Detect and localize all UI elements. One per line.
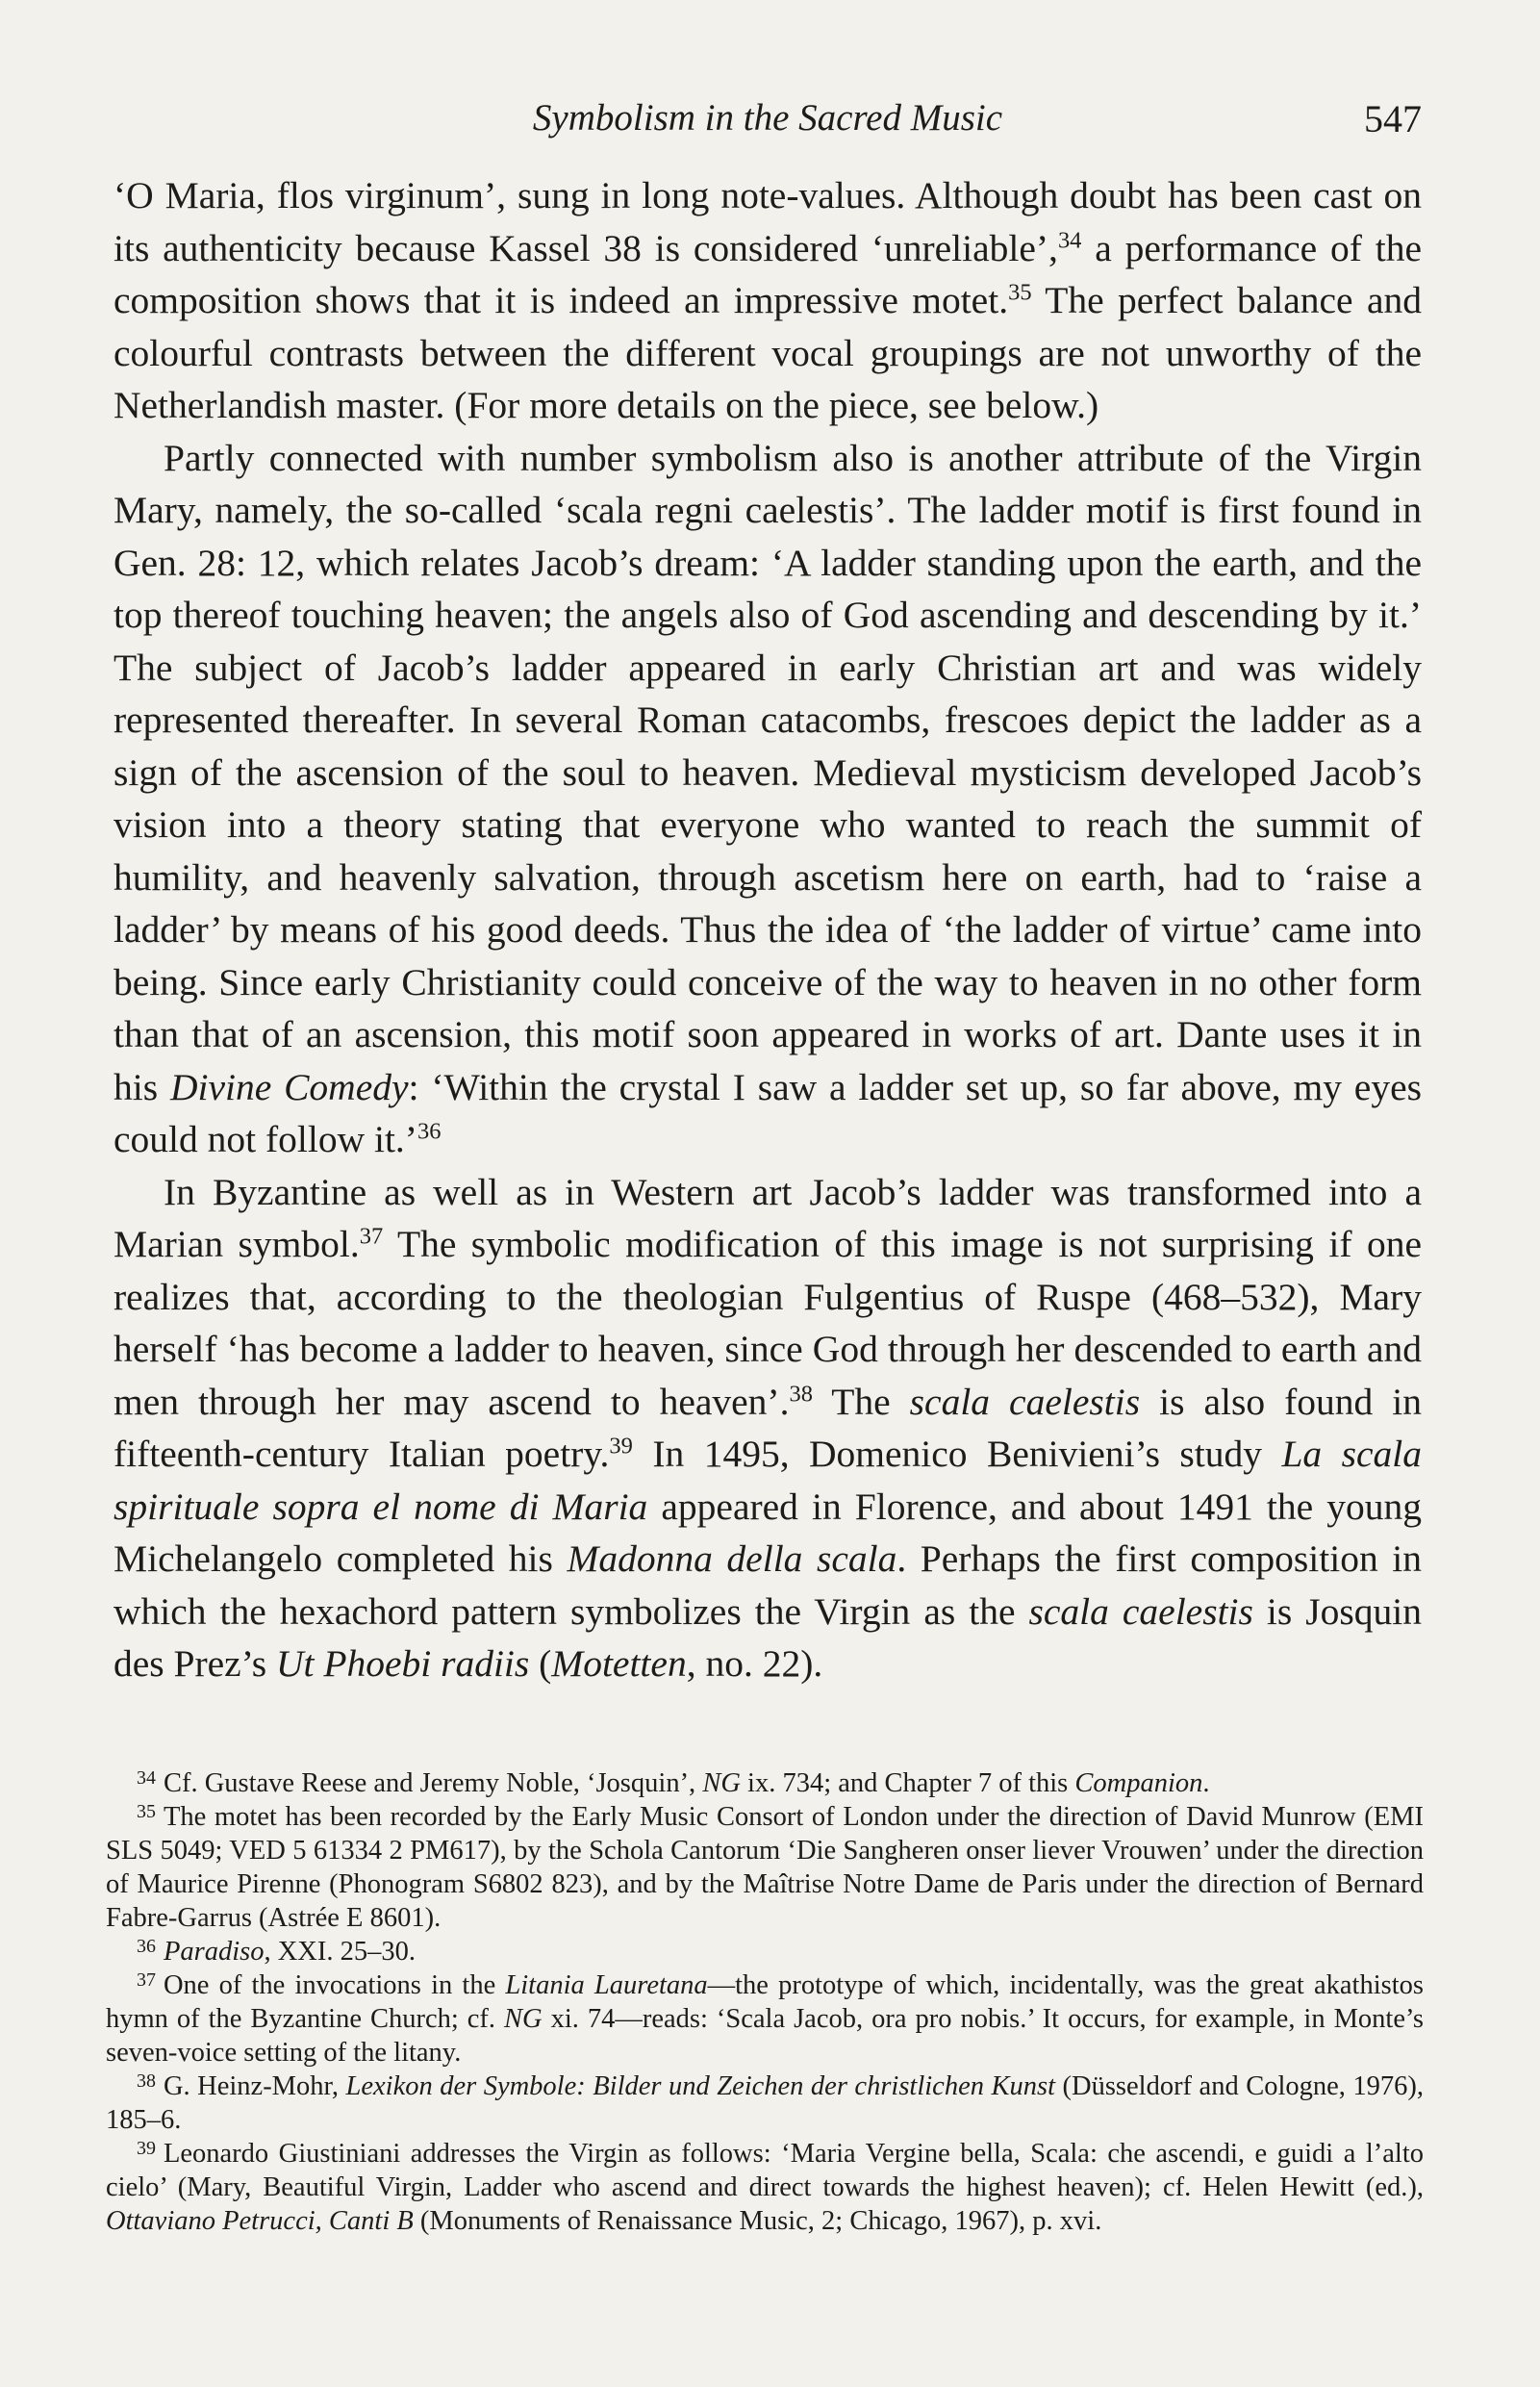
footnote-ref-35: 35 [1008, 279, 1032, 306]
italic-abbrev: NG [504, 2004, 543, 2034]
paragraph-3 [114, 1166, 1422, 1690]
paragraph-2 [114, 432, 1422, 1166]
text-run: is also found in fifteenth-century Italian poetry. [114, 1380, 1422, 1475]
footnote-number: 37 [137, 1969, 156, 1992]
text-run: The symbolic modification of this image is not surprising if one realizes that, according to the theologian Fulgentius of Ruspe (468–532), Mary herself ‘has become a ladder to heaven, since God through her descended to earth and men through her may ascend to heaven’. [114, 1223, 1422, 1423]
page-header [114, 96, 1422, 154]
paragraph-1 [114, 169, 1422, 432]
main-text [114, 169, 1422, 1690]
footnote-34 [106, 1766, 1424, 1800]
text-run: One of the invocations in the [163, 1970, 506, 2000]
italic-title: Divine Comedy [169, 1065, 409, 1108]
footnote-number: 35 [137, 1801, 156, 1823]
footnote-36 [106, 1935, 1424, 1968]
footnote-ref-34: 34 [1057, 227, 1082, 254]
footnote-37 [106, 1968, 1424, 2070]
text-run: : ‘Within the crystal I saw a ladder set up, so far above, my eyes could not follow it.’ [114, 1065, 1422, 1160]
footnote-39 [106, 2137, 1424, 2238]
italic-abbrev: NG [702, 1768, 741, 1798]
text-run: The [812, 1380, 910, 1423]
footnote-ref-36: 36 [417, 1118, 442, 1145]
text-run: G. Heinz-Mohr, [163, 2071, 346, 2101]
footnote-number: 39 [137, 2138, 156, 2160]
text-run: The perfect balance and colourful contrasts between the different vocal groupings are not unworthy of the Netherlandish master. (For more details on the piece, see below.) [114, 279, 1422, 426]
footnote-number: 36 [137, 1936, 156, 1958]
text-run: In Byzantine as well as in Western art Jacob’s ladder was transformed into a Marian symbol. [114, 1170, 1422, 1265]
italic-title: Madonna della scala [567, 1537, 897, 1580]
text-run: , XXI. 25–30. [264, 1937, 416, 1967]
text-run: , no. 22). [686, 1642, 823, 1685]
text-run: ix. 734; and Chapter 7 of this [740, 1768, 1075, 1798]
italic-title: Companion [1074, 1768, 1203, 1798]
footnote-35 [106, 1800, 1424, 1935]
text-run: The motet has been recorded by the Early Music Consort of London under the direction of David Munrow (EMI SLS 5049; VED 5 61334 2 PM617), by the Schola Cantorum ‘Die Sangheren onser liever Vrouwen’ under the direction of Maurice Pirenne (Phonogram S6802 823), and by the Maîtrise Notre Dame de Paris under the direction of Bernard Fabre-Garrus (Astrée E 8601). [106, 1802, 1424, 1933]
italic-title: Litania Lauretana [505, 1970, 708, 2000]
footnote-ref-37: 37 [359, 1223, 384, 1250]
text-run: In 1495, Domenico Benivieni’s study [632, 1433, 1282, 1475]
text-run: (Monuments of Renaissance Music, 2; Chicago, 1967), p. xvi. [413, 2206, 1102, 2236]
italic-term: scala caelestis [1028, 1589, 1253, 1633]
text-run: xi. 74—reads: ‘Scala Jacob, ora pro nobis.’ It occurs, for example, in Monte’s seven-voice setting of the litany. [106, 2004, 1424, 2068]
footnote-ref-39: 39 [609, 1433, 633, 1460]
italic-title: Lexikon der Symbole: Bilder und Zeichen der christlichen Kunst [345, 2071, 1055, 2101]
text-run: appeared in Florence, and about 1491 the young Michelangelo completed his [114, 1485, 1422, 1580]
footnote-ref-38: 38 [789, 1381, 813, 1408]
italic-title: Motetten [551, 1642, 687, 1685]
italic-title: Ottaviano Petrucci, Canti B [106, 2206, 414, 2236]
italic-title: La scala spirituale sopra el nome di Maria [114, 1433, 1422, 1528]
footnotes [106, 1766, 1424, 2238]
text-run: Leonardo Giustiniani addresses the Virgin as follows: ‘Maria Vergine bella, Scala: che ascendi, e guidi a l’alto cielo’ (Mary, Beautiful Virgin, Ladder who ascend and direct towards the highest heaven); cf. Helen Hewitt (ed.), [106, 2139, 1424, 2202]
italic-title: Paradiso [163, 1937, 265, 1967]
text-run: Partly connected with number symbolism also is another attribute of the Virgin Mary, namely, the so-called ‘scala regni caelestis’. The ladder motif is first found in Gen. 28: 12, which relates Jacob’s dream: ‘A ladder standing upon the earth, and the top thereof touching heaven; the angels also of God ascending and descending by it.’ The subject of Jacob’s ladder appeared in early Christian art and was widely represented thereafter. In several Roman catacombs, frescoes depict the ladder as a sign of the ascension of the soul to heaven. Medieval mysticism developed Jacob’s vision into a theory stating that everyone who wanted to reach the summit of humility, and heavenly salvation, through ascetism here on earth, had to ‘raise a ladder’ by means of his good deeds. Thus the idea of ‘the ladder of virtue’ came into being. Since early Christianity could conceive of the way to heaven in no other form than that of an ascension, this motif soon appeared in works of art. Dante uses it in his [114, 436, 1422, 1108]
footnote-38 [106, 2070, 1424, 2137]
running-title: Symbolism in the Sacred Music [532, 97, 1003, 139]
page-number: 547 [1364, 97, 1422, 140]
footnote-number: 38 [137, 2070, 156, 2093]
footnote-number: 34 [137, 1767, 156, 1790]
text-run: . [1202, 1768, 1210, 1798]
text-run: is Josquin des Prez’s [114, 1589, 1422, 1685]
text-run: (Düsseldorf and Cologne, 1976), 185–6. [106, 2071, 1425, 2135]
italic-term: scala caelestis [909, 1380, 1141, 1423]
text-run: ( [529, 1642, 552, 1685]
italic-title: Ut Phoebi radiis [275, 1642, 530, 1685]
text-run: ‘O Maria, flos virginum’, sung in long note-values. Although doubt has been cast on its authenticity because Kassel 38 is considered ‘unreliable’, [114, 174, 1422, 269]
text-run: a performance of the composition shows that it is indeed an impressive motet. [114, 226, 1422, 321]
text-run: Cf. Gustave Reese and Jeremy Noble, ‘Josquin’, [163, 1768, 703, 1798]
text-run: . Perhaps the first composition in which the hexachord pattern symbolizes the Virgin as the [114, 1537, 1422, 1633]
text-run: —the prototype of which, incidentally, was the great akathistos hymn of the Byzantine Church; cf. [106, 1970, 1424, 2034]
